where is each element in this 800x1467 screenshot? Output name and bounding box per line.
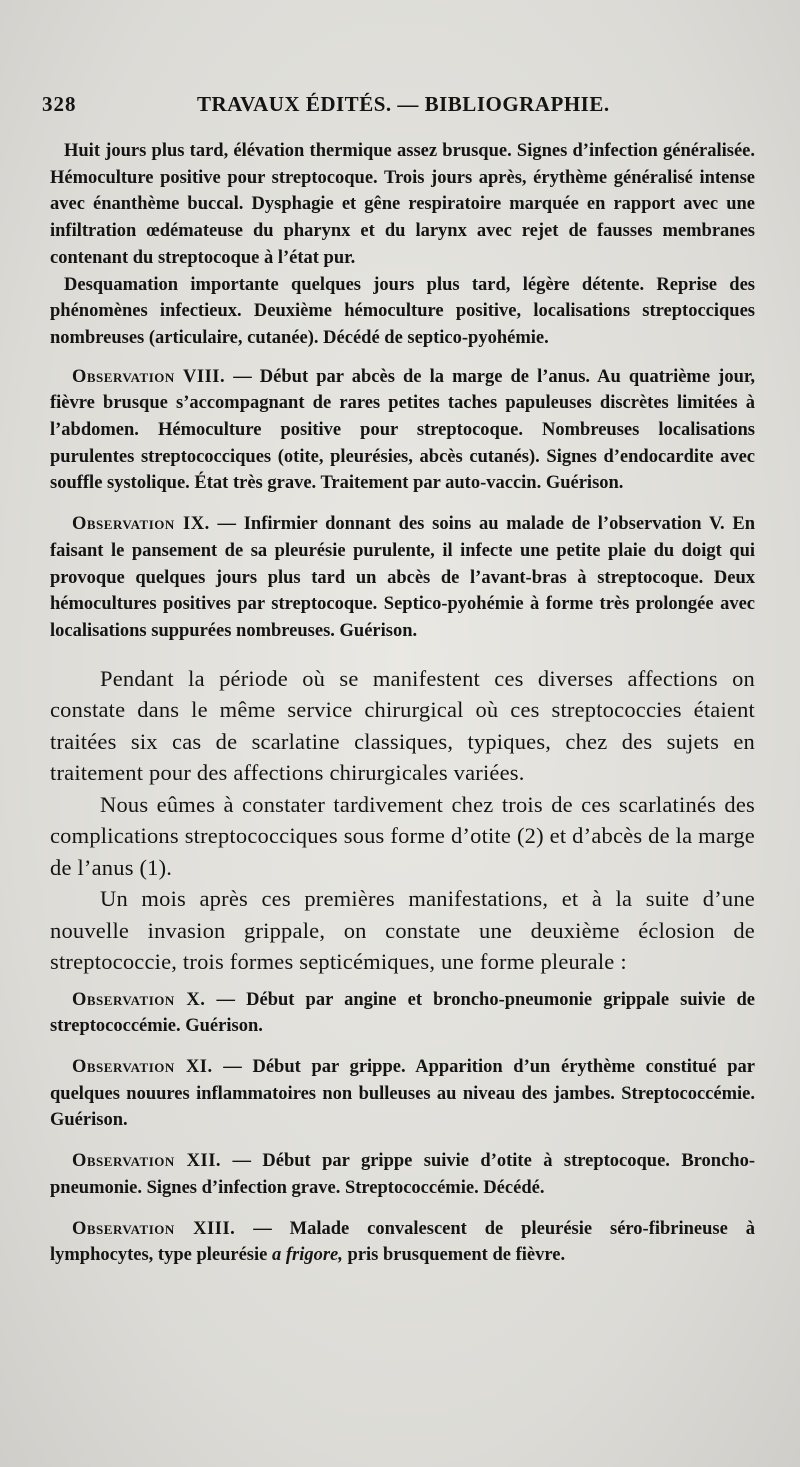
page-header xyxy=(42,92,758,124)
observation-text: — Début par grippe. Apparition d’un érythème constitué par quelques nouures inflammatoires non bulleuses au niveau des jambes. Streptococcémie. Guérison. xyxy=(50,1057,755,1131)
page-content xyxy=(50,138,755,1269)
running-head: TRAVAUX ÉDITÉS. — BIBLIOGRAPHIE. xyxy=(197,92,610,116)
observation-label: Observation XI. xyxy=(72,1057,213,1078)
observation-label: Observation X. xyxy=(72,989,206,1010)
case-paragraph-desquamation: Desquamation importante quelques jours plus tard, légère détente. Reprise des phénomènes infectieux. Deuxième hémoculture positive, localisations streptocciques nombreuses (articulaire, cutanée). Décédé de septico-pyohémie. xyxy=(50,274,755,348)
observation-label: Observation IX. xyxy=(72,514,210,535)
case-paragraph-fever: Huit jours plus tard, élévation thermique assez brusque. Signes d’infection généralisée. Hémoculture positive pour streptocoque. Trois jours après, érythème généralisé intense avec énanthème buccal. Dysphagie et gêne respiratoire marquée en rapport avec une infiltration œdémateuse du pharynx et du larynx avec rejet de fausses membranes contenant du streptocoque à l’état pur. xyxy=(50,141,755,268)
observation-text-end: pris brusquement de fièvre. xyxy=(342,1245,566,1266)
page-number: 328 xyxy=(42,92,77,116)
observation-8 xyxy=(50,364,755,498)
observation-text: — Début par abcès de la marge de l’anus. Au quatrième jour, fièvre brusque s’accompagnant de rares petites taches papuleuses discrètes limitées à l’abdomen. Hémoculture positive pour streptocoque. Nombreuses localisations purulentes streptococciques (otite, pleurésies, abcès cutanés). Signes d’endocardite avec souffle systolique. État très grave. Traitement par auto-vaccin. Guérison. xyxy=(50,366,755,494)
observation-10 xyxy=(50,987,755,1040)
observation-text: — Infirmier donnant des soins au malade de l’observation V. En faisant le pansement de sa pleurésie purulente, il infecte une petite plaie du doigt qui provoque quelques jours plus tard un abcès de l’avant-bras à streptocoque. Deux hémocultures positives par streptocoque. Septico-pyohémie à forme très prolongée avec localisations suppurées nombreuses. Guérison. xyxy=(50,514,755,641)
observation-text: — Malade convalescent de pleurésie séro-fibrineuse à lymphocytes, type pleurésie xyxy=(50,1218,756,1266)
observation-13 xyxy=(50,1216,755,1269)
observation-label: Observation VIII. xyxy=(72,366,226,387)
observation-9 xyxy=(50,511,755,645)
observation-label: Observation XII. xyxy=(72,1151,222,1172)
body-paragraph-complications: Nous eûmes à constater tardivement chez trois de ces scarlatinés des complications streptococciques sous forme d’otite (2) et d’abcès de la marge de l’anus (1). xyxy=(50,791,755,880)
observation-text: — Début par angine et broncho-pneumonie grippale suivie de streptococcémie. Guérison. xyxy=(50,989,756,1037)
observation-11 xyxy=(50,1054,755,1134)
body-paragraph-second-outbreak: Un mois après ces premières manifestations, et à la suite d’une nouvelle invasion grippale, on constate une deuxième éclosion de streptococcie, trois formes septicémiques, une forme pleurale : xyxy=(50,886,755,975)
observation-12 xyxy=(50,1148,755,1201)
body-paragraph-scarlatine: Pendant la période où se manifestent ces diverses affections on constate dans le même service chirurgical où ces streptococcies étaient traitées six cas de scarlatine classiques, typiques, chez des sujets en traitement pour des affections chirurgicales variées. xyxy=(50,665,755,786)
latin-phrase: a frigore, xyxy=(271,1245,343,1266)
observation-label: Observation XIII. xyxy=(72,1218,236,1239)
observation-text: — Début par grippe suivie d’otite à streptocoque. Broncho-pneumonie. Signes d’infection grave. Streptococcémie. Décédé. xyxy=(50,1151,755,1198)
